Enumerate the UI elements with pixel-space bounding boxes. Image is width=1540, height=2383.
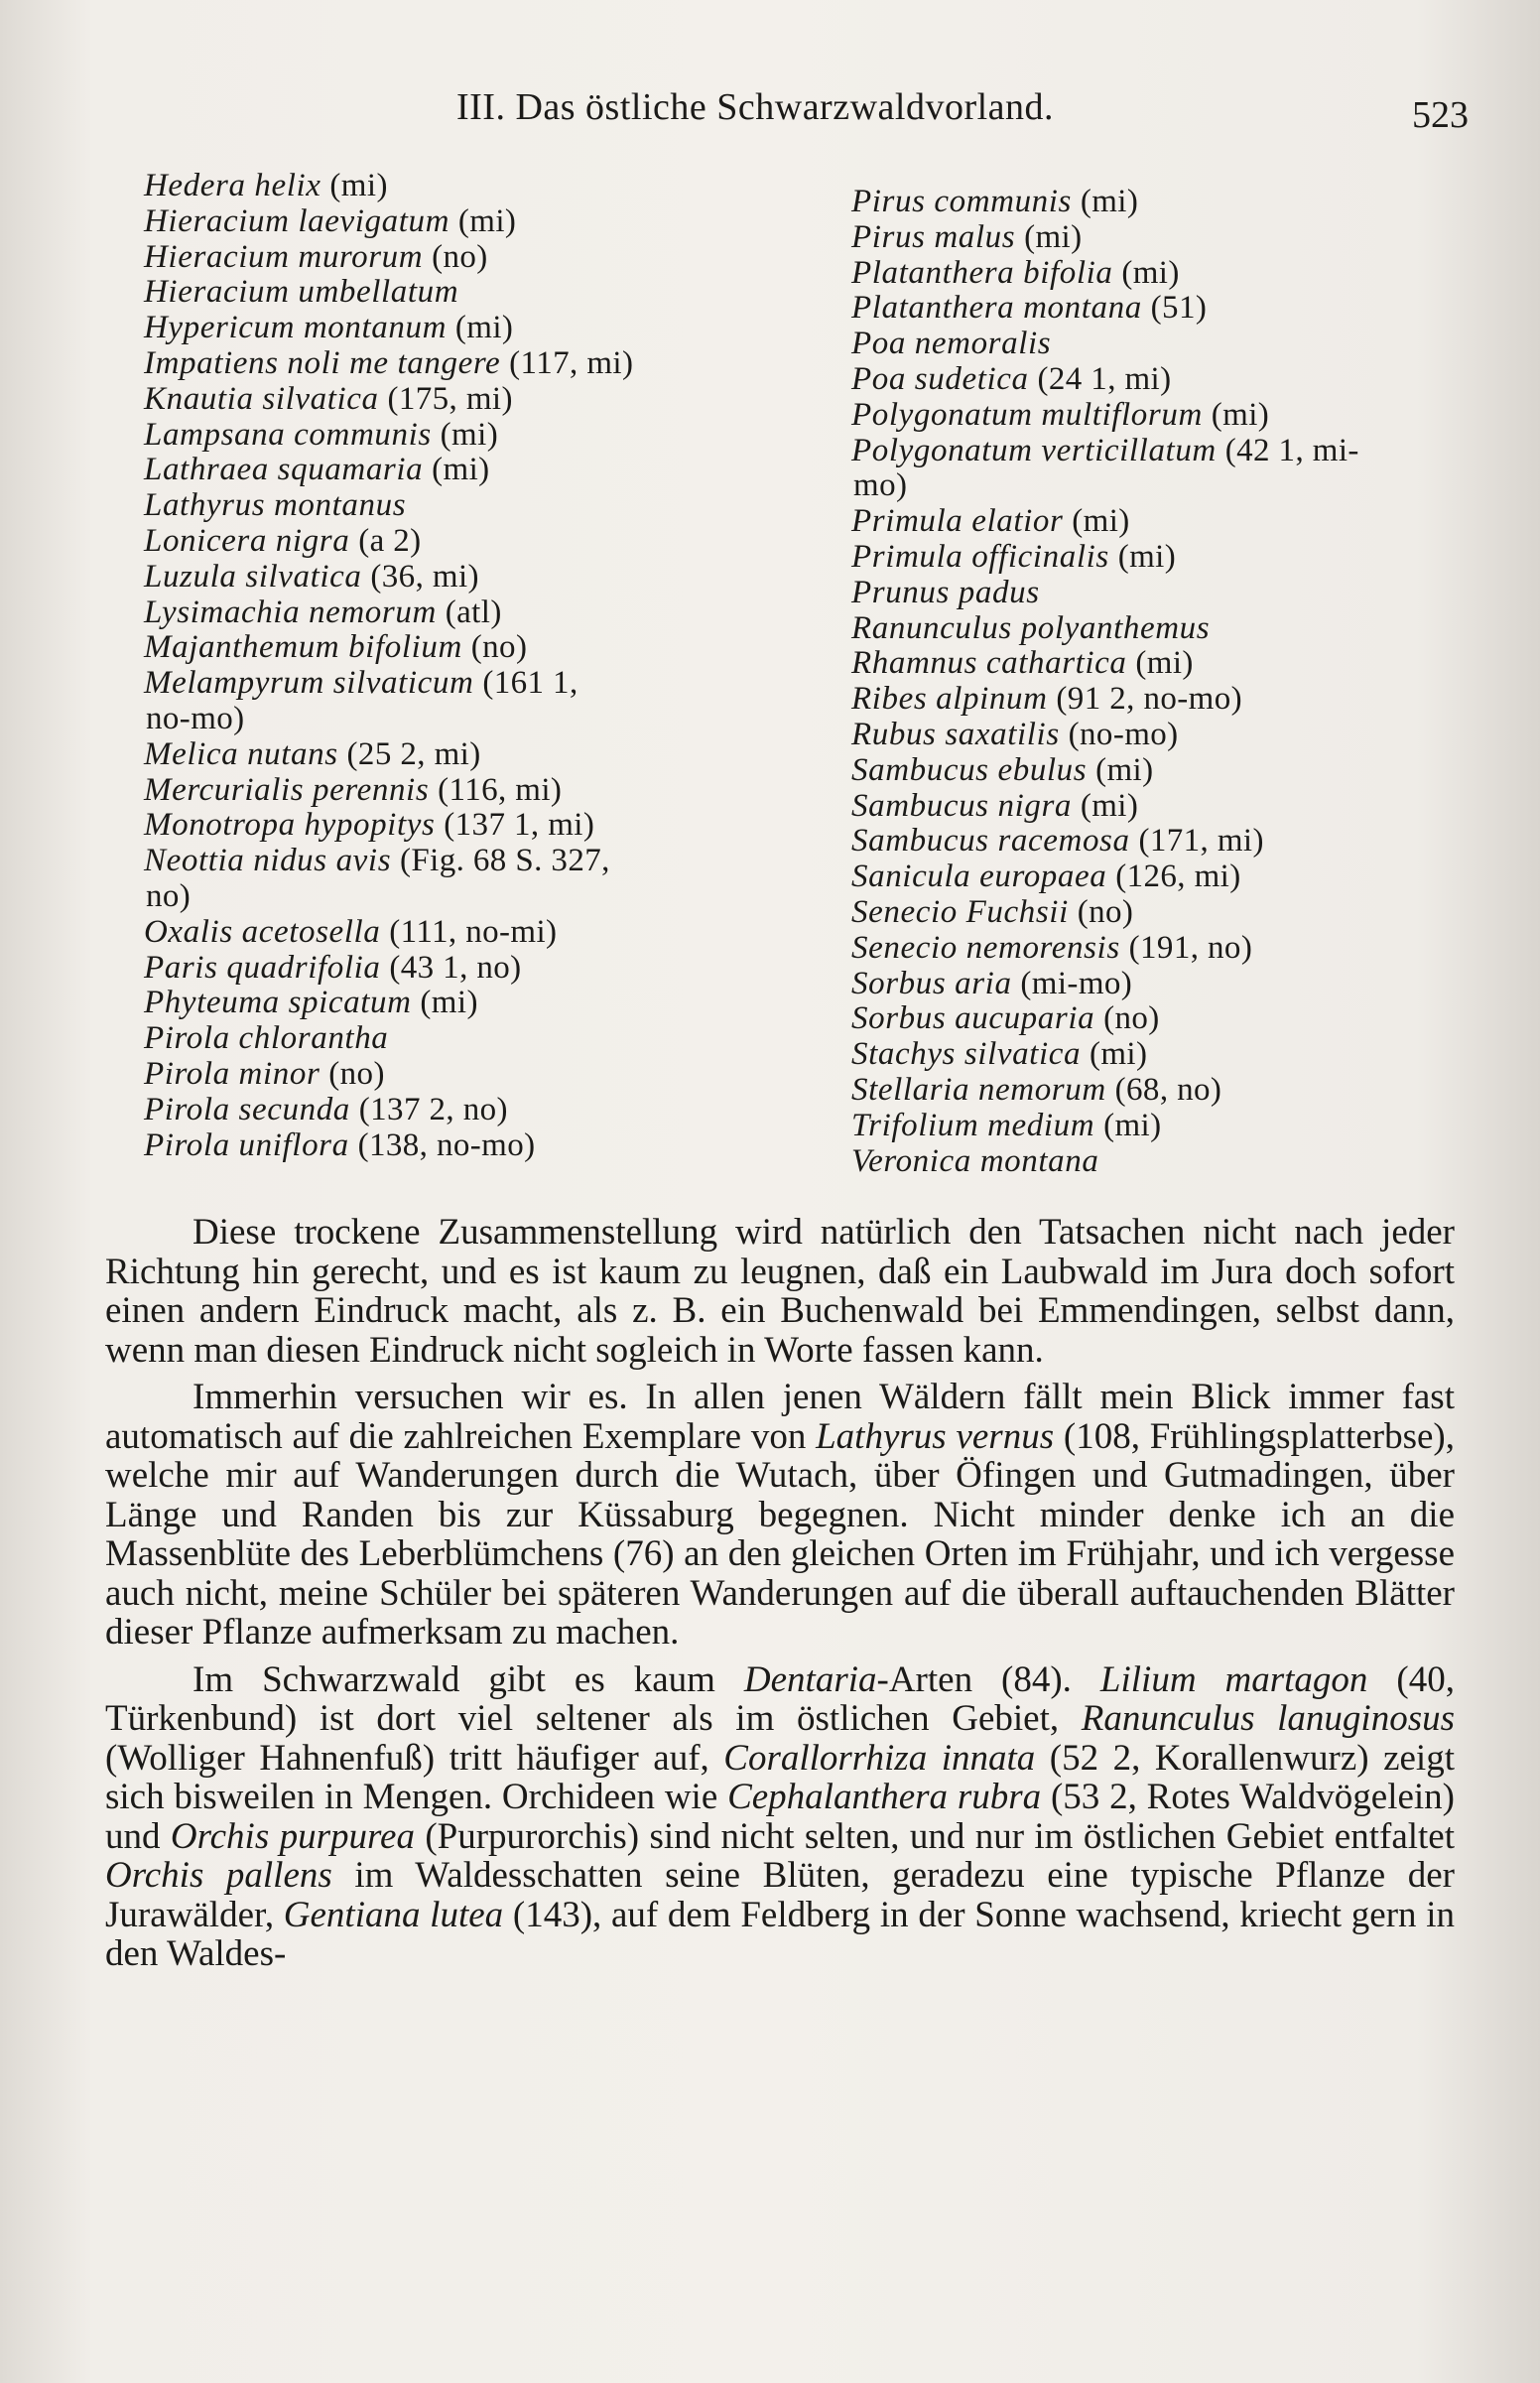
species-note: mo) — [853, 467, 908, 504]
species-entry — [144, 844, 829, 879]
species-note: (mi) — [1117, 538, 1177, 575]
species-note: (68, no) — [1114, 1071, 1222, 1108]
species-entry — [851, 789, 1467, 825]
species-name: Mercurialis perennis — [144, 771, 430, 808]
text-run: (108, Frühlingsplatterbse), welche mir auf Wanderungen durch die Wutach, über Öfingen und Gutmadingen, über Länge und Randen bis zur Küssaburg begegnen. Nicht minder denke ich an die Massenblüte des Leberblümchens (76) an den gleichen Orten im Frühjahr, und ich vergesse auch nicht, meine Schüler bei späteren Wanderungen auf die überall auftauchenden Blätter dieser Pflanze aufmerksam zu machen. — [105, 1415, 1455, 1653]
text-run: (Wolliger Hahnenfuß) tritt häufiger auf, — [105, 1737, 724, 1779]
species-name: Sambucus racemosa — [851, 823, 1130, 860]
species-entry — [144, 311, 829, 346]
species-entry — [144, 596, 829, 631]
species-name: Primula elatior — [851, 503, 1064, 540]
species-entry — [851, 718, 1467, 753]
species-name: Stachys silvatica — [851, 1036, 1082, 1073]
species-note: (mi) — [457, 202, 517, 239]
text-run: (53 2, Rotes Waldvögelein) und — [105, 1777, 1455, 1857]
species-list-left — [144, 169, 829, 1163]
species-note: (mi) — [1080, 184, 1139, 219]
text-run: (52 2, Korallenwurz) zeigt sich bisweilen in Mengen. Orchideen wie — [105, 1737, 1455, 1817]
species-entry — [144, 346, 829, 382]
species-entry — [144, 666, 829, 702]
species-note: (mi) — [1072, 503, 1130, 540]
species-name: Pirola chlorantha — [144, 1020, 389, 1057]
species-entry — [144, 951, 829, 987]
species-entry — [851, 682, 1467, 718]
species-note: (Fig. 68 S. 327, — [400, 843, 610, 879]
species-name: Polygonatum verticillatum — [851, 432, 1217, 468]
text-run: (40, Türkenbund) ist dort viel seltener als im östlichen Gebiet, — [105, 1658, 1455, 1739]
species-note: (no) — [328, 1055, 385, 1092]
species-entry — [851, 220, 1467, 256]
species-name: Pirola uniflora — [144, 1126, 349, 1163]
species-note: (a 2) — [358, 522, 422, 559]
species-entry — [144, 240, 829, 276]
species-note: (mi) — [1121, 254, 1180, 291]
species-name: Pirus communis — [851, 184, 1072, 219]
species-entry — [851, 824, 1467, 860]
species-entry — [851, 576, 1467, 611]
species-note: (no) — [1077, 893, 1134, 930]
species-entry — [144, 986, 829, 1021]
species-name: Ranunculus polyanthemus — [851, 609, 1211, 646]
species-name: Poa sudetica — [851, 360, 1029, 397]
species-note: (mi) — [329, 168, 388, 203]
species-entry — [851, 967, 1467, 1002]
species-note: (161 1, — [482, 665, 578, 702]
species-name: Veronica montana — [851, 1142, 1099, 1179]
species-mention: Ranunculus lanuginosus — [1081, 1698, 1455, 1739]
species-name: Rubus saxatilis — [851, 716, 1060, 752]
species-mention: Lathyrus vernus — [816, 1415, 1055, 1457]
species-note: (no-mo) — [1068, 716, 1179, 752]
species-entry — [851, 860, 1467, 895]
text-run: Immerhin versuchen wir es. In allen jenen Wäldern fällt mein Blick immer fast automatisch auf die zahlreichen Exemplare von — [105, 1377, 1455, 1457]
species-name: Hedera helix — [144, 168, 321, 203]
species-note: (no) — [1103, 1000, 1160, 1037]
species-entry — [144, 1093, 829, 1128]
species-name: Monotropa hypopitys — [144, 807, 436, 844]
species-entry — [144, 560, 829, 596]
species-entry — [144, 737, 829, 773]
species-entry — [144, 1021, 829, 1057]
species-mention: Corallorrhiza innata — [723, 1737, 1036, 1779]
species-entry — [851, 753, 1467, 789]
species-name: Senecio Fuchsii — [851, 893, 1069, 930]
species-name: Hypericum montanum — [144, 310, 447, 346]
species-note: (mi-mo) — [1020, 965, 1133, 1001]
species-name: Stellaria nemorum — [851, 1071, 1106, 1108]
paragraph — [105, 1660, 1455, 1974]
species-note: no-mo) — [146, 700, 245, 736]
species-entry — [144, 808, 829, 844]
species-mention: Cephalanthera rubra — [727, 1777, 1042, 1817]
species-name: Oxalis acetosella — [144, 913, 381, 950]
species-entry — [851, 646, 1467, 682]
species-name: Sanicula europaea — [851, 859, 1107, 895]
species-name: Hieracium umbellatum — [144, 274, 459, 311]
species-entry — [144, 382, 829, 418]
species-name: Rhamnus cathartica — [851, 645, 1127, 682]
species-note: (116, mi) — [438, 771, 563, 808]
species-entry — [851, 291, 1467, 327]
page-number: 523 — [1412, 94, 1469, 136]
species-entry — [144, 453, 829, 488]
species-entry — [851, 504, 1467, 540]
species-note: (mi) — [1080, 787, 1139, 824]
species-mention: Gentiana lutea — [283, 1894, 504, 1935]
species-name: Phyteuma spicatum — [144, 985, 412, 1021]
species-note: (137 2, no) — [358, 1091, 508, 1127]
species-name: Platanthera montana — [851, 290, 1142, 327]
species-note: (43 1, no) — [389, 949, 522, 986]
text-run: -Arten (84). — [876, 1658, 1100, 1700]
species-name: Ribes alpinum — [851, 681, 1048, 718]
species-entry — [144, 1128, 829, 1164]
species-note: (mi) — [1211, 396, 1270, 433]
species-entry — [851, 468, 1467, 504]
species-name: Impatiens noli me tangere — [144, 344, 501, 381]
species-mention: Orchis pallens — [105, 1855, 332, 1896]
species-note: (24 1, mi) — [1037, 360, 1172, 397]
species-note: (mi) — [1103, 1107, 1162, 1143]
text-run: (143), auf dem Feldberg in der Sonne wachsend, kriecht gern in den Waldes- — [105, 1894, 1455, 1974]
species-entry — [851, 931, 1467, 967]
species-entry — [144, 204, 829, 240]
species-name: Lathyrus montanus — [144, 487, 407, 524]
species-list-right — [851, 185, 1467, 1179]
species-name: Hieracium murorum — [144, 238, 424, 275]
species-name: Sorbus aria — [851, 965, 1012, 1001]
body-text — [105, 1213, 1455, 1982]
text-run: (Purpurorchis) sind nicht selten, und nur im östlichen Gebiet entfaltet — [414, 1815, 1455, 1857]
text-run: im Waldesschatten seine Blüten, geradezu eine typische Pflanze der Jurawälder, — [105, 1855, 1455, 1935]
species-entry — [851, 611, 1467, 647]
species-name: Lathraea squamaria — [144, 452, 424, 488]
species-note: (no) — [432, 238, 488, 275]
species-entry — [851, 327, 1467, 362]
species-note: (mi) — [1095, 751, 1154, 788]
species-mention: Orchis purpurea — [170, 1815, 415, 1857]
species-note: (51) — [1150, 290, 1208, 327]
species-mention: Dentaria — [743, 1658, 877, 1700]
species-note: (175, mi) — [387, 380, 513, 417]
species-name: Polygonatum multiflorum — [851, 396, 1203, 433]
species-name: Knautia silvatica — [144, 380, 379, 417]
species-entry — [851, 256, 1467, 292]
species-note: (mi) — [432, 452, 490, 488]
species-note: (mi) — [440, 416, 499, 453]
paragraph: Diese trockene Zusammenstellung wird natürlich den Tatsachen nicht nach jeder Richtung hin gerecht, und es ist kaum zu leugnen, daß ein Laubwald im Jura doch sofort einen andern Eindruck macht, als z. B. ein Buchenwald bei Emmendingen, selbst dann, wenn man diesen Eindruck nicht sogleich in Worte fassen kann. — [105, 1212, 1455, 1371]
species-note: (mi) — [1024, 218, 1083, 255]
paragraph — [105, 1378, 1455, 1653]
species-name: Primula officinalis — [851, 538, 1109, 575]
species-entry — [144, 169, 829, 204]
species-entry — [144, 418, 829, 454]
species-note: (111, no-mi) — [389, 913, 558, 950]
species-entry — [851, 398, 1467, 434]
species-name: Pirola secunda — [144, 1091, 350, 1127]
species-note: (mi) — [420, 985, 478, 1021]
species-entry — [144, 702, 829, 737]
species-entry — [851, 895, 1467, 931]
species-note: (138, no-mo) — [357, 1126, 536, 1163]
species-note: (191, no) — [1128, 929, 1253, 966]
species-name: Sambucus nigra — [851, 787, 1072, 824]
running-title: III. Das östliche Schwarzwaldvorland. — [456, 86, 1055, 128]
species-entry — [144, 915, 829, 951]
species-note: (171, mi) — [1138, 823, 1264, 860]
species-name: Pirola minor — [144, 1055, 321, 1092]
species-entry — [144, 630, 829, 666]
species-entry — [851, 185, 1467, 220]
species-entry — [144, 488, 829, 524]
species-name: Neottia nidus avis — [144, 843, 392, 879]
page-header — [99, 85, 1469, 145]
species-note: (117, mi) — [509, 344, 634, 381]
species-entry — [851, 1001, 1467, 1037]
species-note: (mi) — [454, 310, 514, 346]
species-note: (91 2, no-mo) — [1056, 681, 1242, 718]
species-name: Sorbus aucuparia — [851, 1000, 1095, 1037]
species-note: (137 1, mi) — [444, 807, 595, 844]
species-name: Poa nemoralis — [851, 326, 1052, 362]
species-entry — [851, 362, 1467, 398]
species-name: Prunus padus — [851, 574, 1040, 610]
species-name: Trifolium medium — [851, 1107, 1095, 1143]
species-entry — [851, 1109, 1467, 1144]
species-name: Lampsana communis — [144, 416, 432, 453]
species-note: (atl) — [445, 594, 502, 630]
species-note: no) — [146, 877, 192, 914]
species-entry — [851, 1144, 1467, 1180]
species-entry — [851, 540, 1467, 576]
species-entry — [144, 773, 829, 809]
species-entry — [851, 1037, 1467, 1073]
species-note: (mi) — [1135, 645, 1194, 682]
species-name: Melampyrum silvaticum — [144, 665, 474, 702]
species-entry — [144, 275, 829, 311]
text-run: Im Schwarzwald gibt es kaum — [192, 1658, 744, 1700]
species-entry — [851, 1073, 1467, 1109]
species-entry — [851, 434, 1467, 469]
species-note: (36, mi) — [370, 558, 479, 595]
species-note: (126, mi) — [1115, 859, 1241, 895]
species-name: Senecio nemorensis — [851, 929, 1120, 966]
species-name: Platanthera bifolia — [851, 254, 1113, 291]
species-name: Sambucus ebulus — [851, 751, 1088, 788]
species-note: (42 1, mi- — [1224, 432, 1359, 468]
species-name: Majanthemum bifolium — [144, 629, 462, 666]
species-name: Pirus malus — [851, 218, 1016, 255]
species-name: Melica nutans — [144, 735, 338, 772]
species-note: (mi) — [1089, 1036, 1148, 1073]
species-name: Paris quadrifolia — [144, 949, 381, 986]
species-entry — [144, 1057, 829, 1093]
species-entry — [144, 524, 829, 560]
species-name: Lysimachia nemorum — [144, 594, 437, 630]
species-note: (25 2, mi) — [346, 735, 481, 772]
species-mention: Lilium martagon — [1099, 1658, 1368, 1700]
species-name: Luzula silvatica — [144, 558, 362, 595]
species-entry — [144, 879, 829, 915]
species-name: Hieracium laevigatum — [144, 202, 450, 239]
species-note: (no) — [470, 629, 528, 666]
species-name: Lonicera nigra — [144, 522, 350, 559]
